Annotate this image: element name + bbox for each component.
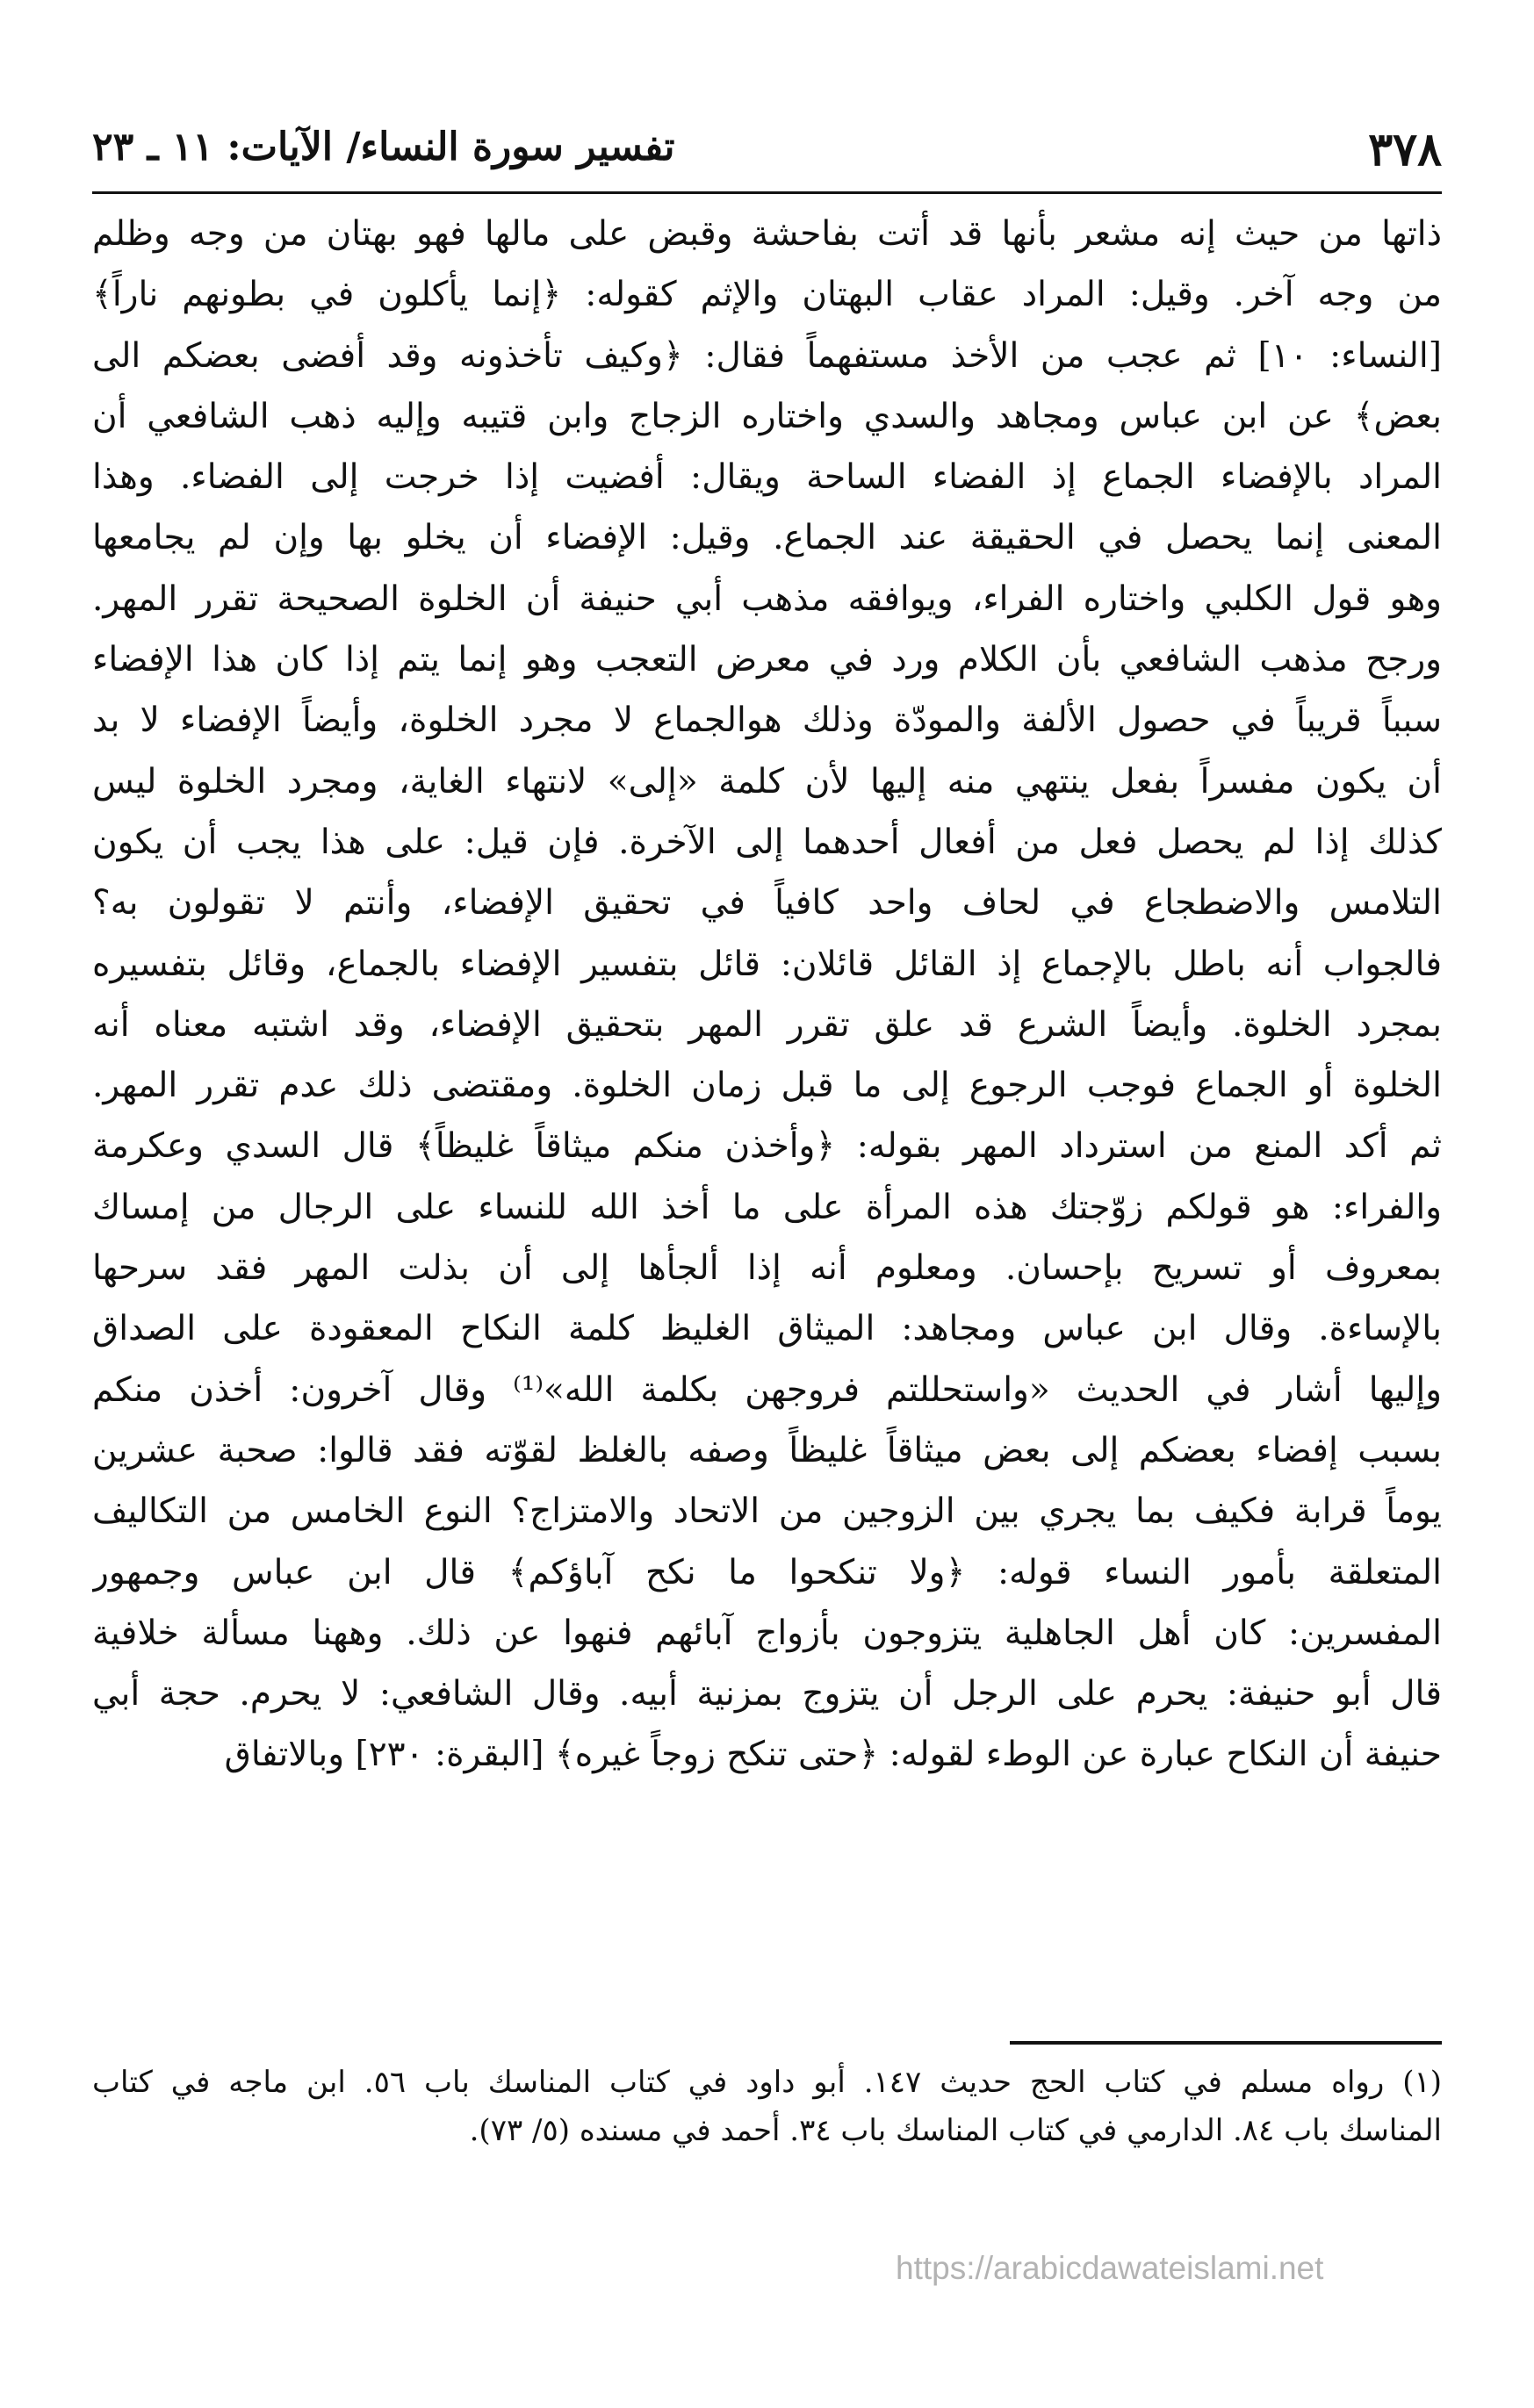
text-line: ثم أكد المنع من استرداد المهر بقوله: ﴿وأخذن منكم ميثاقاً غليظاً﴾ قال السدي وعكرمة — [92, 1126, 1442, 1167]
body-text — [92, 204, 1442, 1786]
text-line: فالجواب أنه باطل بالإجماع إذ القائل قائلان: قائل بتفسير الإفضاء بالجماع، وقائل بتفسيره — [92, 944, 1442, 984]
text-line: والفراء: هو قولكم زوّجتك هذه المرأة على ما أخذ الله للنساء على الرجال من إمساك — [92, 1187, 1442, 1227]
text-line: المفسرين: كان أهل الجاهلية يتزوجون بأزواج آبائهم فنهوا عن ذلك. وههنا مسألة خلافية — [92, 1613, 1442, 1653]
page-header — [92, 123, 1442, 193]
text-line: وإليها أشار في الحديث «واستحللتم فروجهن بكلمة الله»⁽¹⁾ وقال آخرون: أخذن منكم — [92, 1369, 1442, 1410]
text-line: المتعلقة بأمور النساء قوله: ﴿ولا تنكحوا ما نكح آباؤكم﴾ قال ابن عباس وجمهور — [92, 1552, 1442, 1592]
text-line: المعنى إنما يحصل في الحقيقة عند الجماع. وقيل: الإفضاء أن يخلو بها وإن لم يجامعها — [92, 518, 1442, 558]
text-line: الخلوة أو الجماع فوجب الرجوع إلى ما قبل زمان الخلوة. ومقتضى ذلك عدم تقرر المهر. — [92, 1066, 1442, 1106]
header-divider — [92, 191, 1442, 194]
text-line: سبباً قريباً في حصول الألفة والمودّة وذلك هوالجماع لا مجرد الخلوة، وأيضاً الإفضاء لا بد — [92, 701, 1442, 741]
footnotes — [92, 2059, 1442, 2155]
text-line: أن يكون مفسراً بفعل ينتهي منه إليها لأن كلمة «إلى» لانتهاء الغاية، ومجرد الخلوة ليس — [92, 761, 1442, 801]
text-line: [النساء: ١٠] ثم عجب من الأخذ مستفهماً فقال: ﴿وكيف تأخذونه وقد أفضى بعضكم الى — [92, 335, 1442, 376]
footnote-line: المناسك باب ٨٤. الدارمي في كتاب المناسك باب ٣٤. أحمد في مسنده (٥/ ٧٣). — [469, 2113, 1442, 2148]
text-line: كذلك إذا لم يحصل فعل من أفعال أحدهما إلى الآخرة. فإن قيل: على هذا يجب أن يكون — [92, 822, 1442, 862]
text-line: بسبب إفضاء بعضكم إلى بعض ميثاقاً غليظاً وصفه بالغلظ لقوّته فقد قالوا: صحبة عشرين — [92, 1430, 1442, 1470]
text-line: ذاتها من حيث إنه مشعر بأنها قد أتت بفاحشة وقبض على مالها فهو بهتان من وجه وظلم — [92, 214, 1442, 254]
text-line: يوماً قرابة فكيف بما يجري بين الزوجين من الاتحاد والامتزاج؟ النوع الخامس من التكاليف — [92, 1492, 1442, 1532]
text-line: ورجح مذهب الشافعي بأن الكلام ورد في معرض التعجب وهو إنما يتم إذا كان هذا الإفضاء — [92, 640, 1442, 680]
text-line: التلامس والاضطجاع في لحاف واحد كافياً في تحقيق الإفضاء، وأنتم لا تقولون به؟ — [92, 883, 1442, 924]
footnote-divider — [1010, 2041, 1442, 2045]
text-line: وهو قول الكلبي واختاره الفراء، ويوافقه مذهب أبي حنيفة أن الخلوة الصحيحة تقرر المهر. — [92, 579, 1442, 619]
text-line: حنيفة أن النكاح عبارة عن الوطء لقوله: ﴿حتى تنكح زوجاً غيره﴾ [البقرة: ٢٣٠] وبالاتفاق — [224, 1735, 1442, 1775]
running-title: تفسير سورة النساء/ الآيات: ١١ ـ ٢٣ — [92, 125, 675, 169]
text-line: بالإساءة. وقال ابن عباس ومجاهد: الميثاق الغليظ كلمة النكاح المعقودة على الصداق — [92, 1309, 1442, 1349]
text-line: من وجه آخر. وقيل: المراد عقاب البهتان والإثم كقوله: ﴿إنما يأكلون في بطونهم ناراً﴾ — [92, 275, 1442, 315]
text-line: بمعروف أو تسريح بإحسان. ومعلوم أنه إذا ألجأها إلى أن بذلت المهر فقد سرحها — [92, 1248, 1442, 1289]
text-line: بعض﴾ عن ابن عباس ومجاهد والسدي واختاره الزجاج وابن قتيبه وإليه ذهب الشافعي أن — [92, 396, 1442, 436]
footnote-line: (١) رواه مسلم في كتاب الحج حديث ١٤٧. أبو داود في كتاب المناسك باب ٥٦. ابن ماجه في كتاب — [92, 2065, 1442, 2100]
text-line: بمجرد الخلوة. وأيضاً الشرع قد علق تقرر المهر بتحقيق الإفضاء، وقد اشتبه معناه أنه — [92, 1004, 1442, 1045]
text-line: قال أبو حنيفة: يحرم على الرجل أن يتزوج بمزنية أبيه. وقال الشافعي: لا يحرم. حجة أبي — [92, 1674, 1442, 1714]
text-line: المراد بالإفضاء الجماع إذ الفضاء الساحة ويقال: أفضيت إذا خرجت إلى الفضاء. وهذا — [92, 457, 1442, 498]
watermark-url: https://arabicdawateislami.net — [896, 2250, 1324, 2286]
page-number: ٣٧٨ — [1368, 123, 1442, 176]
